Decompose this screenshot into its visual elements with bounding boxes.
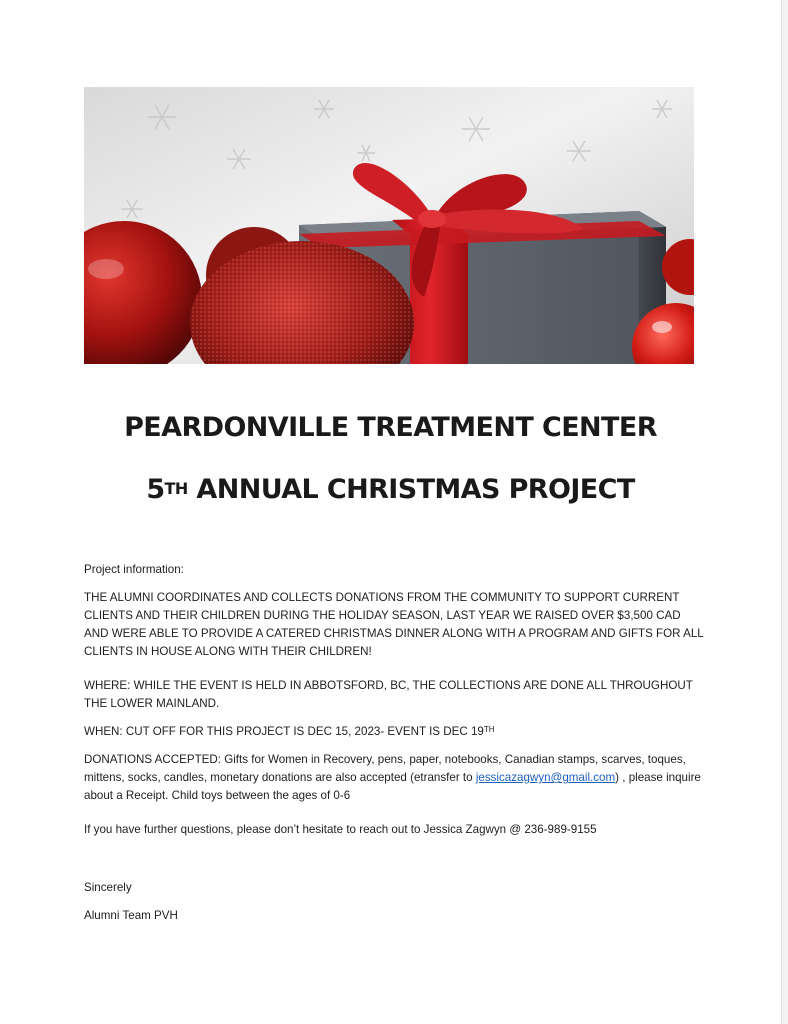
donations-text: DONATIONS ACCEPTED: Gifts for Women in Recovery, pens, paper, notebooks, Canadian stamps, scarves, toques, mittens, socks, candles, monetary donations are also accepted (etransfer to <box>84 753 686 784</box>
subtitle-ordinal: TH <box>164 479 188 498</box>
donations-paragraph <box>84 751 704 805</box>
project-info-heading: Project information: <box>84 563 184 576</box>
donations-text-end: ) , please inquire about a Receipt. Child toys between the ages of 0-6 <box>84 771 701 802</box>
when-text: WHEN: CUT OFF FOR THIS PROJECT IS DEC 15, 2023- EVENT IS DEC 19 <box>84 725 484 738</box>
page-edge <box>781 0 788 1024</box>
subtitle-text: ANNUAL CHRISTMAS PROJECT <box>187 474 635 505</box>
when-paragraph <box>84 723 704 742</box>
document-subtitle <box>0 474 781 505</box>
where-paragraph: WHERE: WHILE THE EVENT IS HELD IN ABBOTSFORD, BC, THE COLLECTIONS ARE DONE ALL THROUGHOUT THE LOWER MAINLAND. <box>84 679 693 710</box>
signature-text: Alumni Team PVH <box>84 909 178 922</box>
christmas-gift-ornaments-image <box>84 87 694 364</box>
when-ordinal: TH <box>483 725 495 734</box>
project-description: THE ALUMNI COORDINATES AND COLLECTS DONATIONS FROM THE COMMUNITY TO SUPPORT CURRENT CLIENTS AND THEIR CHILDREN DURING THE HOLIDAY SEASON, LAST YEAR WE RAISED OVER $3,500 CAD AND WERE ABLE TO PROVIDE A CATERED CHRISTMAS DINNER ALONG WITH A PROGRAM AND GIFTS FOR ALL CLIENTS IN HOUSE ALONG WITH THEIR CHILDREN! <box>84 591 704 658</box>
closing-text: Sincerely <box>84 881 132 894</box>
email-link[interactable]: jessicazagwyn@gmail.com <box>475 771 616 784</box>
subtitle-number: 5 <box>146 474 165 505</box>
questions-paragraph: If you have further questions, please don’t hesitate to reach out to Jessica Zagwyn @ 236-989-9155 <box>84 823 597 836</box>
document-title: PEARDONVILLE TREATMENT CENTER <box>124 412 657 443</box>
